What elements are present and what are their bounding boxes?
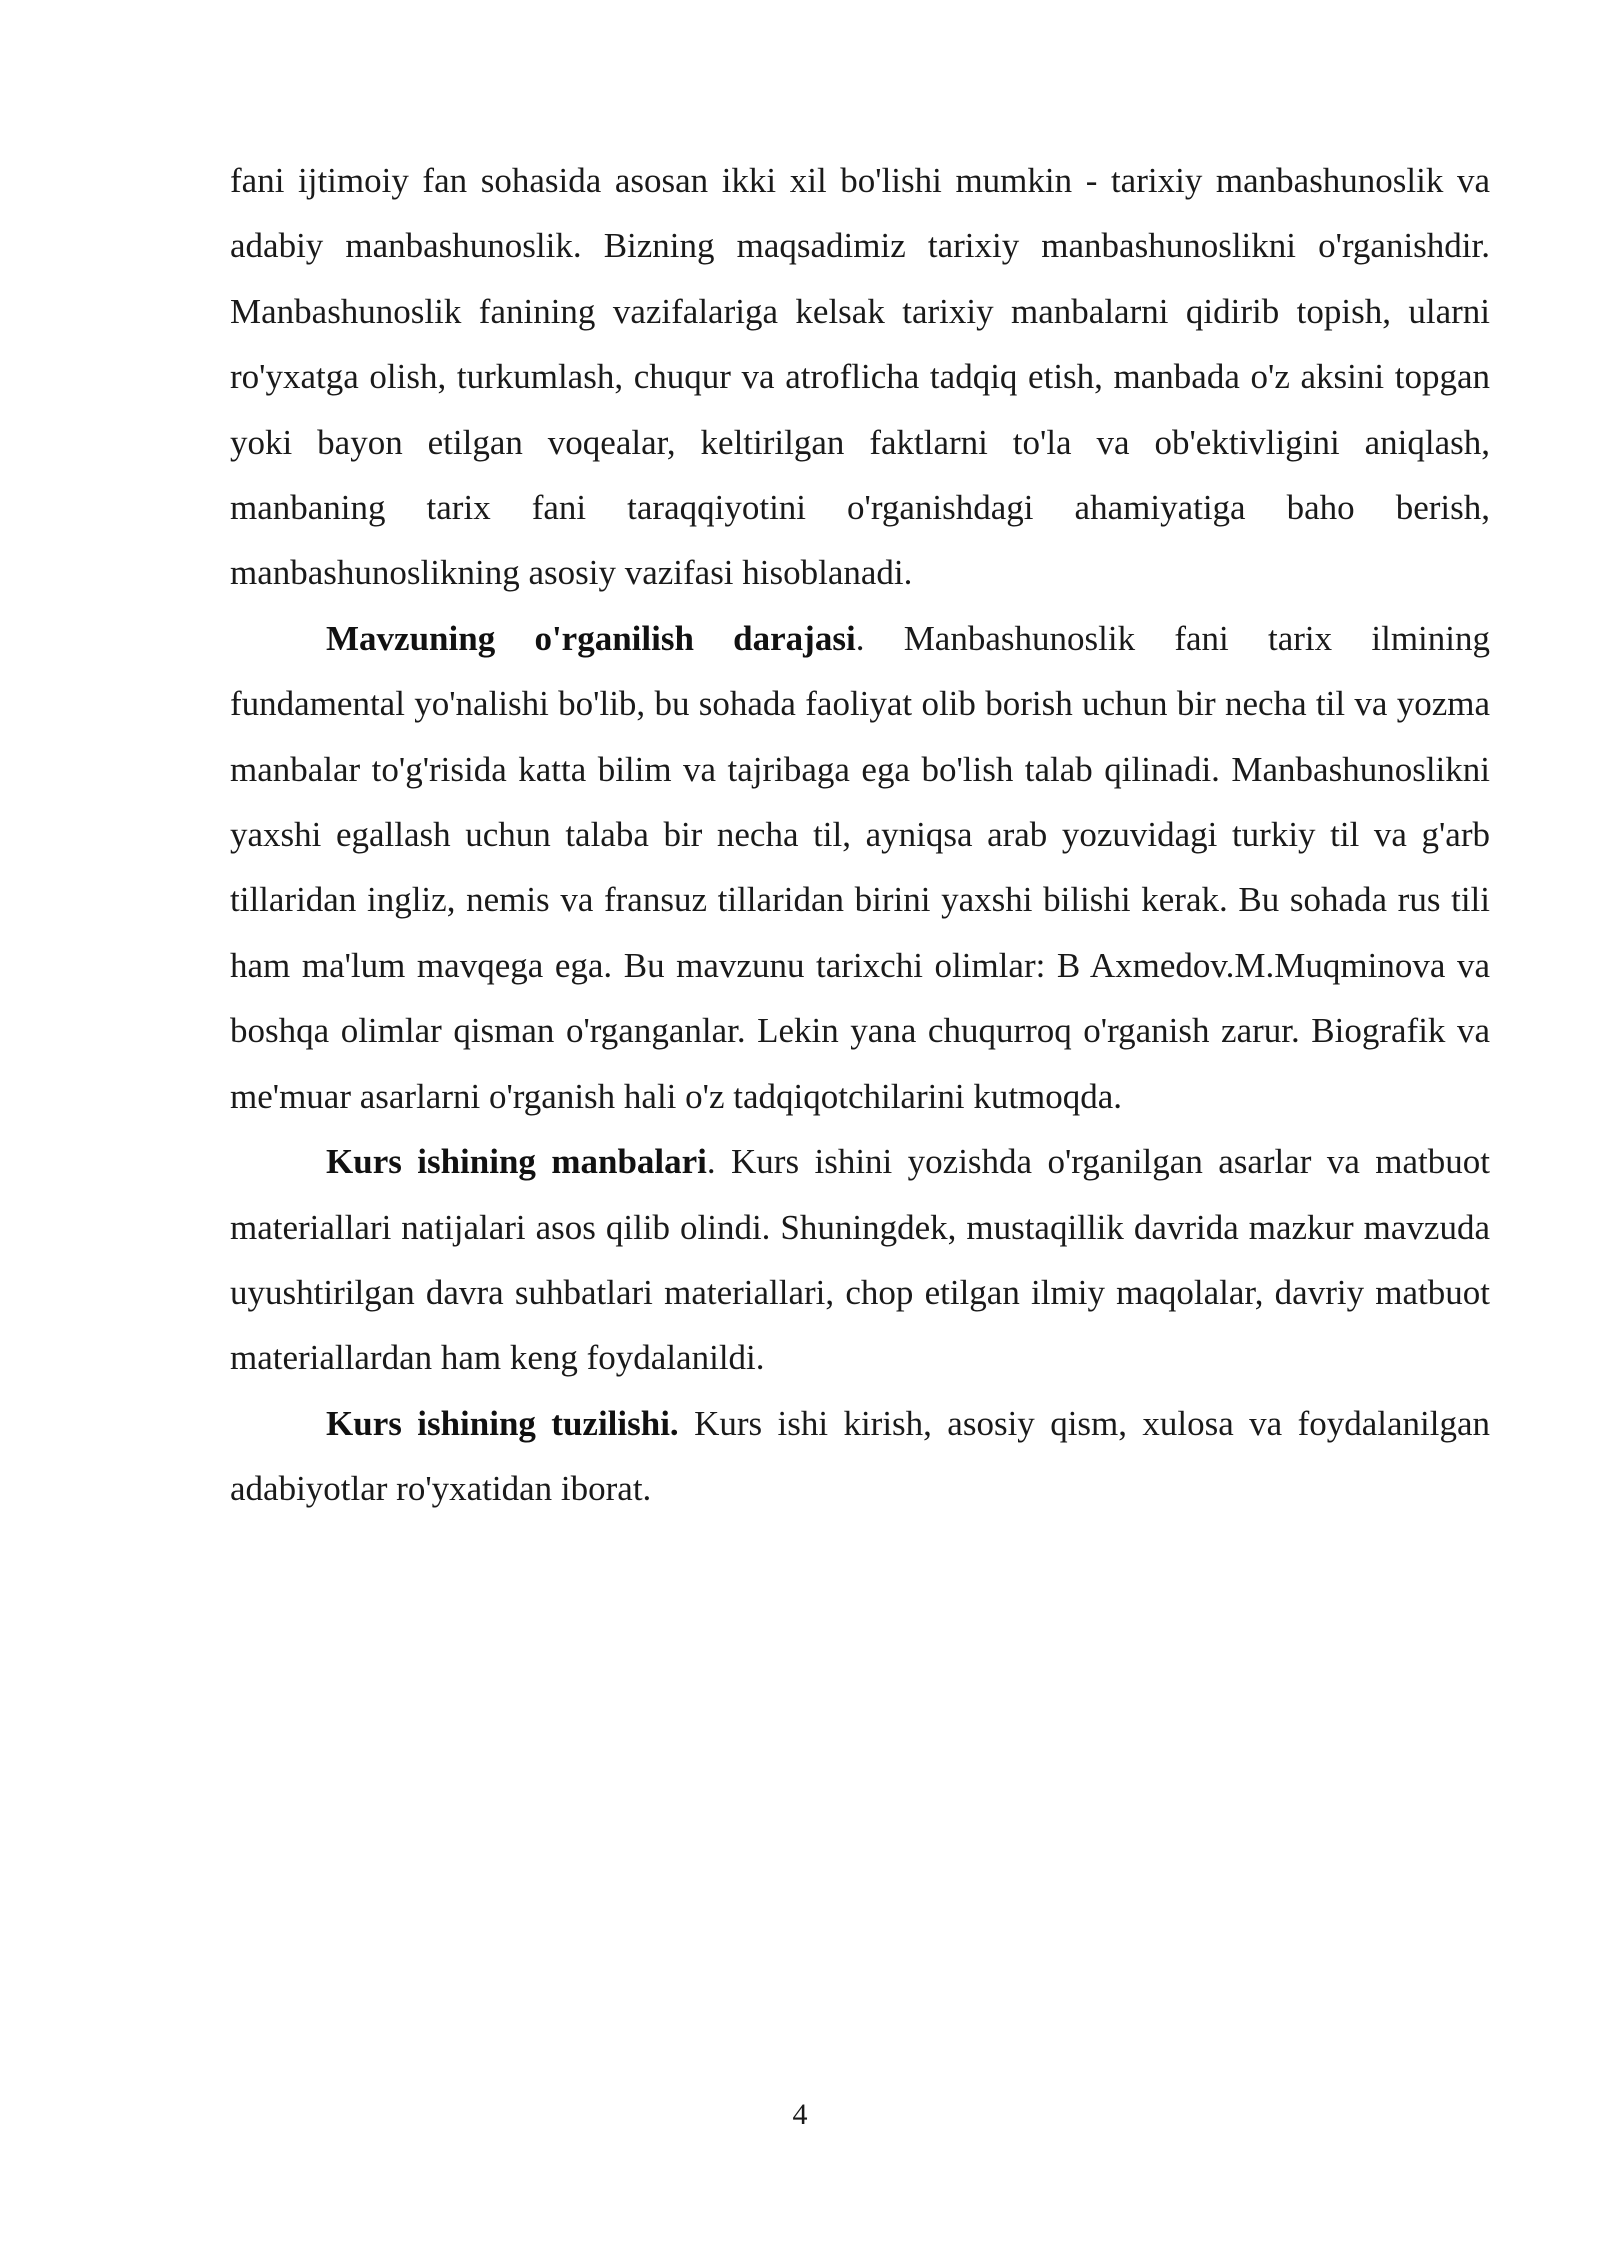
paragraph-text: . Kurs ishini yozishda o'rganilgan asarlar va matbuot materiallari natijalari asos qilib olindi. Shuningdek, mustaqillik davrida mazkur mavzuda uyushtirilgan davra suhbatlari materiallari, chop etilgan ilmiy maqolalar, davriy matbuot materiallardan ham keng foydalanildi. — [230, 1142, 1490, 1378]
paragraph-text: Kurs ishi kirish, asosiy qism, xulosa va foydalanilgan adabiyotlar ro'yxatidan iborat. — [230, 1403, 1490, 1509]
paragraph-structure — [230, 1391, 1490, 1522]
body-text — [230, 148, 1490, 1522]
section-heading: Kurs ishining tuzilishi. — [326, 1403, 679, 1443]
paragraph-study-level — [230, 606, 1490, 1129]
page-number: 4 — [792, 2098, 808, 2131]
paragraph-continuation — [230, 148, 1490, 606]
paragraph-sources — [230, 1129, 1490, 1391]
paragraph-text: . Manbashunoslik fani tarix ilmining fundamental yo'nalishi bo'lib, bu sohada faoliyat olib borish uchun bir necha til va yozma manbalar to'g'risida katta bilim va tajribaga ega bo'lish talab qilinadi. Manbashunoslikni yaxshi egallash uchun talaba bir necha til, ayniqsa arab yozuvidagi turkiy til va g'arb tillaridan ingliz, nemis va fransuz tillaridan birini yaxshi bilishi kerak. Bu sohada rus tili ham ma'lum mavqega ega. Bu mavzunu tarixchi olimlar: B Axmedov.M.Muqminova va boshqa olimlar qisman o'rganganlar. Lekin yana chuqurroq o'rganish zarur. Biografik va me'muar asarlarni o'rganish hali o'z tadqiqotchilarini kutmoqda. — [230, 618, 1491, 1116]
section-heading: Kurs ishining manbalari — [326, 1142, 707, 1182]
section-heading: Mavzuning o'rganilish darajasi — [326, 618, 856, 658]
paragraph-text: fani ijtimoiy fan sohasida asosan ikki xil bo'lishi mumkin - tarixiy manbashunoslik va adabiy manbashunoslik. Bizning maqsadimiz tarixiy manbashunoslikni o'rganishdir. Manbashunoslik fanining vazifalariga kelsak tarixiy manbalarni qidirib topish, ularni ro'yxatga olish, turkumlash, chuqur va atroflicha tadqiq etish, manbada o'z aksini topgan yoki bayon etilgan voqealar, keltirilgan faktlarni to'la va ob'ektivligini aniqlash, manbaning tarix fani taraqqiyotini o'rganishdagi ahamiyatiga baho berish, manbashunoslikning asosiy vazifasi hisoblanadi. — [230, 161, 1490, 593]
